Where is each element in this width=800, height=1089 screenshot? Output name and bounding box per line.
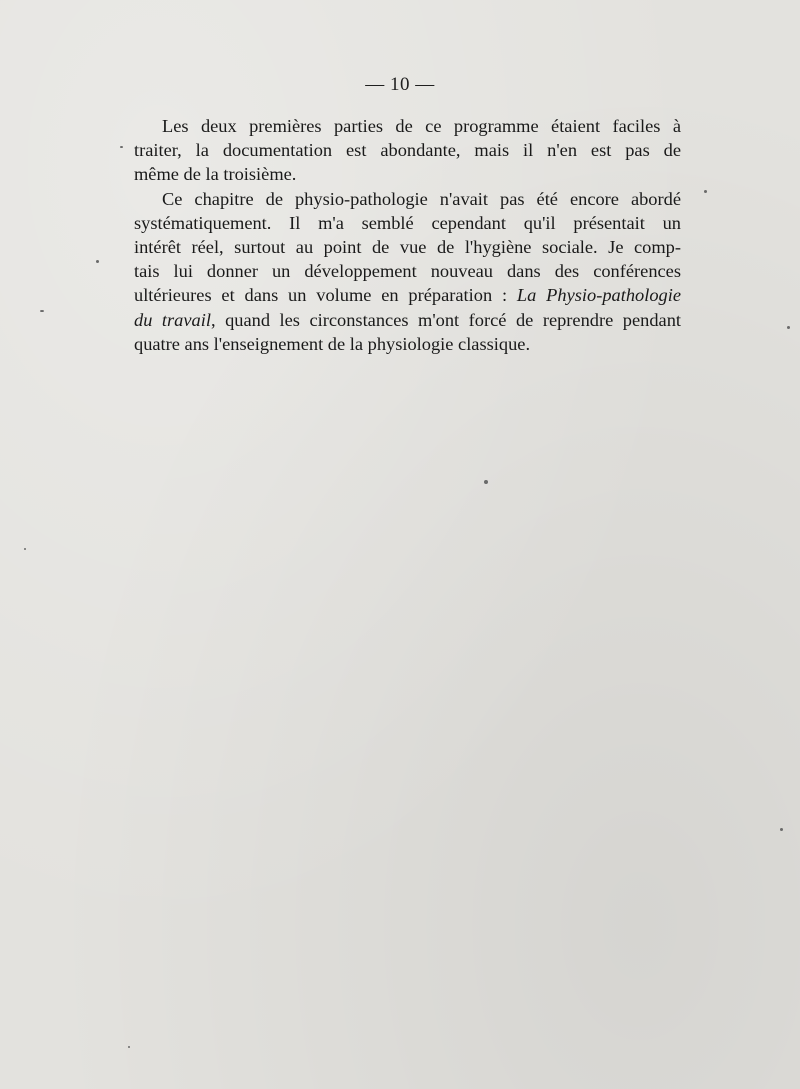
italic-title: La Physio-pathologie <box>516 285 681 306</box>
paper-speck <box>120 146 123 148</box>
paper-speck <box>24 548 26 550</box>
paper-speck <box>780 828 783 831</box>
paper-speck <box>40 310 44 312</box>
paper-speck <box>787 326 790 329</box>
text-line: Ce chapitre de physio-pathologie n'avait pas été encore abordé <box>162 188 681 209</box>
paper-speck <box>96 260 99 263</box>
text-line: quatre ans l'enseignement de la physiologie classique. <box>134 333 531 354</box>
text-line: tais lui donner un développement nouveau dans des conférences <box>134 261 681 282</box>
text-segment: ultérieures et dans un volume en préparation : <box>134 285 517 306</box>
paper-speck <box>704 190 707 193</box>
text-line: systématiquement. Il m'a semblé cependant qu'il présentait un <box>134 212 681 233</box>
text-line: Les deux premières parties de ce programme étaient faciles à <box>162 116 681 136</box>
text-line: traiter, la documentation est abondante, mais il n'en est pas de <box>134 140 681 161</box>
paper-speck <box>484 480 488 484</box>
text-line: intérêt réel, surtout au point de vue de l'hygiène sociale. Je comp- <box>134 236 681 257</box>
text-segment: , quand les circonstances m'ont forcé de reprendre pendant <box>210 309 682 330</box>
paper-speck <box>128 1046 130 1048</box>
body-text <box>134 114 681 356</box>
italic-title: du travail <box>134 309 211 330</box>
text-line-with-italic <box>134 308 681 332</box>
text-line: même de la troisième. <box>134 164 297 185</box>
page-number: — 10 — <box>365 74 435 95</box>
text-line-with-italic <box>134 283 681 307</box>
